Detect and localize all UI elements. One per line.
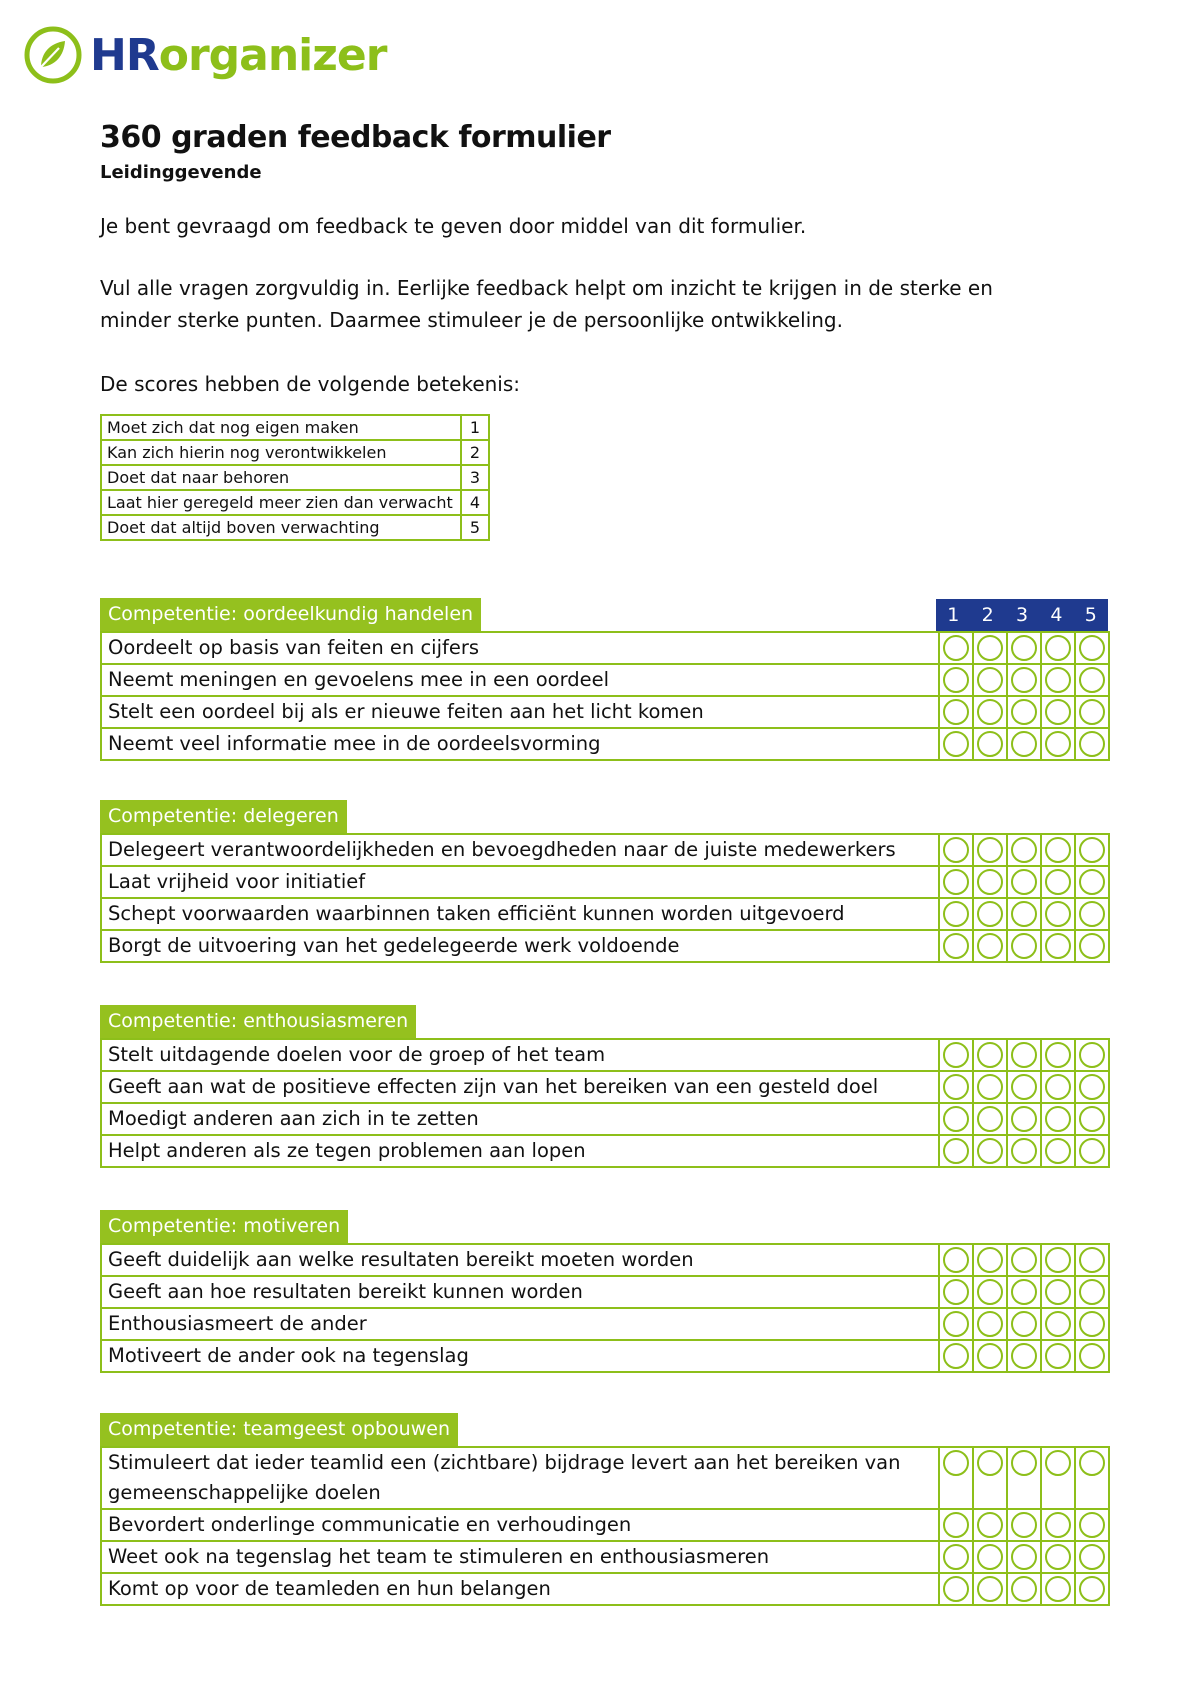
rating-cell <box>939 1541 973 1573</box>
legend-score: 4 <box>461 490 489 515</box>
rating-cell <box>1075 1573 1109 1605</box>
rating-cell <box>1075 834 1109 866</box>
rating-radio[interactable] <box>1011 1512 1037 1538</box>
rating-radio[interactable] <box>943 667 969 693</box>
rating-radio[interactable] <box>943 1544 969 1570</box>
intro-text: Je bent gevraagd om feedback te geven door middel van dit formulier. <box>100 214 807 238</box>
rating-radio[interactable] <box>1045 837 1071 863</box>
legend-row <box>101 515 489 540</box>
rating-radio[interactable] <box>1045 699 1071 725</box>
rating-cell <box>1075 1308 1109 1340</box>
rating-cell <box>1041 1308 1075 1340</box>
question-row <box>101 1135 1109 1167</box>
legend-label: Doet dat naar behoren <box>101 465 461 490</box>
rating-cell <box>1007 664 1041 696</box>
rating-radio[interactable] <box>1079 699 1105 725</box>
rating-cell <box>1007 1244 1041 1276</box>
question-row <box>101 664 1109 696</box>
legend-score: 3 <box>461 465 489 490</box>
rating-cell <box>1007 1308 1041 1340</box>
question-row <box>101 834 1109 866</box>
rating-radio[interactable] <box>1011 699 1037 725</box>
question-table <box>100 1243 1110 1373</box>
question-text: Borgt de uitvoering van het gedelegeerde werk voldoende <box>101 930 939 962</box>
rating-cell <box>1007 930 1041 962</box>
rating-radio[interactable] <box>1011 1544 1037 1570</box>
rating-cell <box>1041 834 1075 866</box>
rating-cell <box>1007 1509 1041 1541</box>
rating-radio[interactable] <box>943 635 969 661</box>
legend-row <box>101 490 489 515</box>
rating-cell <box>973 1573 1007 1605</box>
rating-cell <box>1041 1071 1075 1103</box>
rating-radio[interactable] <box>1011 1074 1037 1100</box>
competency-header <box>100 1413 1110 1446</box>
question-text: Geeft aan hoe resultaten bereikt kunnen worden <box>101 1276 939 1308</box>
rating-radio[interactable] <box>1045 1138 1071 1164</box>
rating-radio[interactable] <box>977 1138 1003 1164</box>
rating-radio[interactable] <box>1011 1343 1037 1369</box>
rating-cell <box>973 1103 1007 1135</box>
question-text: Komt op voor de teamleden en hun belangen <box>101 1573 939 1605</box>
rating-cell <box>973 930 1007 962</box>
rating-cell <box>1041 1447 1075 1509</box>
rating-radio[interactable] <box>1079 1042 1105 1068</box>
rating-radio[interactable] <box>1079 1279 1105 1305</box>
rating-cell <box>973 696 1007 728</box>
rating-radio[interactable] <box>977 1074 1003 1100</box>
rating-radio[interactable] <box>943 933 969 959</box>
rating-radio[interactable] <box>943 1311 969 1337</box>
rating-radio[interactable] <box>1045 1544 1071 1570</box>
rating-cell <box>1041 930 1075 962</box>
rating-cell <box>1075 1276 1109 1308</box>
rating-cell <box>973 1509 1007 1541</box>
rating-cell <box>973 834 1007 866</box>
rating-cell <box>1075 1103 1109 1135</box>
rating-radio[interactable] <box>1011 933 1037 959</box>
rating-cell <box>939 664 973 696</box>
rating-cell <box>939 834 973 866</box>
question-row <box>101 1573 1109 1605</box>
rating-cell <box>1041 1103 1075 1135</box>
rating-cell <box>1007 898 1041 930</box>
legend-row <box>101 465 489 490</box>
rating-radio[interactable] <box>977 933 1003 959</box>
rating-radio[interactable] <box>1011 1279 1037 1305</box>
question-text: Laat vrijheid voor initiatief <box>101 866 939 898</box>
question-row <box>101 728 1109 760</box>
rating-cell <box>939 1509 973 1541</box>
question-text: Stelt een oordeel bij als er nieuwe feiten aan het licht komen <box>101 696 939 728</box>
question-row <box>101 1340 1109 1372</box>
question-row <box>101 1308 1109 1340</box>
rating-cell <box>1007 1573 1041 1605</box>
rating-radio[interactable] <box>977 1247 1003 1273</box>
rating-radio[interactable] <box>1079 1311 1105 1337</box>
rating-radio[interactable] <box>977 1106 1003 1132</box>
rating-radio[interactable] <box>1079 1343 1105 1369</box>
rating-cell <box>939 1308 973 1340</box>
rating-cell <box>973 632 1007 664</box>
rating-radio[interactable] <box>977 731 1003 757</box>
rating-radio[interactable] <box>1011 731 1037 757</box>
legend-label: Laat hier geregeld meer zien dan verwacht <box>101 490 461 515</box>
question-text: Neemt veel informatie mee in de oordeelsvorming <box>101 728 939 760</box>
score-scale-header <box>936 599 1108 631</box>
rating-cell <box>1007 1541 1041 1573</box>
rating-cell <box>1075 1244 1109 1276</box>
brand-organizer: organizer <box>158 29 387 81</box>
rating-radio[interactable] <box>1045 901 1071 927</box>
rating-cell <box>1075 1071 1109 1103</box>
rating-cell <box>939 1276 973 1308</box>
competency-title: Competentie: delegeren <box>100 800 347 833</box>
question-text: Weet ook na tegenslag het team te stimuleren en enthousiasmeren <box>101 1541 939 1573</box>
rating-cell <box>1075 898 1109 930</box>
rating-cell <box>973 1244 1007 1276</box>
rating-radio[interactable] <box>943 1343 969 1369</box>
rating-cell <box>1041 1541 1075 1573</box>
rating-radio[interactable] <box>1011 869 1037 895</box>
rating-radio[interactable] <box>977 837 1003 863</box>
rating-radio[interactable] <box>1011 1138 1037 1164</box>
competency-section <box>100 598 1110 761</box>
rating-cell <box>1007 1039 1041 1071</box>
rating-radio[interactable] <box>943 1138 969 1164</box>
rating-radio[interactable] <box>1011 1311 1037 1337</box>
legend-row <box>101 440 489 465</box>
question-row <box>101 1276 1109 1308</box>
competency-title: Competentie: teamgeest opbouwen <box>100 1413 458 1446</box>
rating-radio[interactable] <box>1079 869 1105 895</box>
rating-radio[interactable] <box>943 1106 969 1132</box>
rating-radio[interactable] <box>1079 1512 1105 1538</box>
logo <box>24 24 386 86</box>
rating-radio[interactable] <box>943 869 969 895</box>
question-row <box>101 632 1109 664</box>
rating-radio[interactable] <box>943 1512 969 1538</box>
competency-section <box>100 1005 1110 1168</box>
rating-radio[interactable] <box>1011 1247 1037 1273</box>
rating-radio[interactable] <box>977 667 1003 693</box>
rating-cell <box>973 1071 1007 1103</box>
rating-radio[interactable] <box>943 837 969 863</box>
rating-cell <box>939 1573 973 1605</box>
rating-cell <box>1041 866 1075 898</box>
rating-cell <box>939 1447 973 1509</box>
rating-cell <box>939 1340 973 1372</box>
rating-cell <box>939 866 973 898</box>
rating-radio[interactable] <box>1045 1512 1071 1538</box>
scores-heading: De scores hebben de volgende betekenis: <box>100 372 521 396</box>
rating-radio[interactable] <box>1045 1247 1071 1273</box>
instruction-text: Vul alle vragen zorgvuldig in. Eerlijke feedback helpt om inzicht te krijgen in de sterke en minder sterke punten. Daarmee stimuleer je de persoonlijke ontwikkeling. <box>100 276 993 332</box>
question-table <box>100 631 1110 761</box>
rating-cell <box>1007 1103 1041 1135</box>
legend-score: 2 <box>461 440 489 465</box>
competency-header <box>100 1005 1110 1038</box>
rating-radio[interactable] <box>1011 1042 1037 1068</box>
rating-cell <box>939 696 973 728</box>
rating-cell <box>973 1039 1007 1071</box>
rating-cell <box>1007 1135 1041 1167</box>
rating-radio[interactable] <box>1079 1106 1105 1132</box>
competency-header <box>100 1210 1110 1243</box>
brand-hr: HR <box>90 29 159 81</box>
rating-radio[interactable] <box>977 1279 1003 1305</box>
rating-cell <box>1007 1447 1041 1509</box>
rating-cell <box>1041 1135 1075 1167</box>
question-row <box>101 1541 1109 1573</box>
question-text: Moedigt anderen aan zich in te zetten <box>101 1103 939 1135</box>
rating-radio[interactable] <box>1045 667 1071 693</box>
page-title: 360 graden feedback formulier <box>100 120 611 155</box>
rating-radio[interactable] <box>943 699 969 725</box>
rating-cell <box>973 1276 1007 1308</box>
question-text: Stimuleert dat ieder teamlid een (zichtbare) bijdrage levert aan het bereiken van gemeenschappelijke doelen <box>101 1447 939 1509</box>
rating-cell <box>973 1447 1007 1509</box>
rating-cell <box>973 866 1007 898</box>
question-row <box>101 898 1109 930</box>
rating-radio[interactable] <box>1045 1279 1071 1305</box>
legend-label: Doet dat altijd boven verwachting <box>101 515 461 540</box>
scale-number: 3 <box>1015 604 1029 626</box>
leaf-logo-icon <box>24 26 82 84</box>
rating-radio[interactable] <box>943 1450 969 1476</box>
rating-radio[interactable] <box>1079 1576 1105 1602</box>
rating-radio[interactable] <box>1011 837 1037 863</box>
rating-radio[interactable] <box>1011 635 1037 661</box>
rating-cell <box>973 1340 1007 1372</box>
rating-cell <box>1041 1244 1075 1276</box>
question-row <box>101 696 1109 728</box>
rating-radio[interactable] <box>1079 837 1105 863</box>
scale-number: 2 <box>981 604 994 626</box>
rating-cell <box>1041 664 1075 696</box>
rating-radio[interactable] <box>977 869 1003 895</box>
question-text: Motiveert de ander ook na tegenslag <box>101 1340 939 1372</box>
question-table <box>100 833 1110 963</box>
rating-cell <box>1075 1039 1109 1071</box>
rating-radio[interactable] <box>1045 1343 1071 1369</box>
rating-radio[interactable] <box>1079 635 1105 661</box>
question-row <box>101 1039 1109 1071</box>
rating-radio[interactable] <box>1011 667 1037 693</box>
rating-cell <box>939 1244 973 1276</box>
competency-header <box>100 800 1110 833</box>
rating-cell <box>1075 1541 1109 1573</box>
rating-radio[interactable] <box>977 1311 1003 1337</box>
rating-radio[interactable] <box>1045 869 1071 895</box>
rating-cell <box>973 728 1007 760</box>
legend-label: Moet zich dat nog eigen maken <box>101 415 461 440</box>
rating-radio[interactable] <box>1045 1106 1071 1132</box>
rating-radio[interactable] <box>1045 1042 1071 1068</box>
question-table <box>100 1038 1110 1168</box>
rating-radio[interactable] <box>943 1279 969 1305</box>
question-text: Stelt uitdagende doelen voor de groep of het team <box>101 1039 939 1071</box>
rating-radio[interactable] <box>1079 1544 1105 1570</box>
rating-radio[interactable] <box>1011 901 1037 927</box>
rating-cell <box>939 930 973 962</box>
rating-radio[interactable] <box>1011 1450 1037 1476</box>
rating-cell <box>939 1039 973 1071</box>
rating-radio[interactable] <box>977 901 1003 927</box>
rating-radio[interactable] <box>1079 933 1105 959</box>
rating-radio[interactable] <box>1045 731 1071 757</box>
question-table <box>100 1446 1110 1606</box>
rating-radio[interactable] <box>943 731 969 757</box>
question-row <box>101 1447 1109 1509</box>
competency-title: Competentie: oordeelkundig handelen <box>100 598 481 631</box>
rating-radio[interactable] <box>1045 1074 1071 1100</box>
rating-cell <box>1075 696 1109 728</box>
rating-radio[interactable] <box>1079 1247 1105 1273</box>
question-text: Bevordert onderlinge communicatie en verhoudingen <box>101 1509 939 1541</box>
rating-radio[interactable] <box>943 1042 969 1068</box>
rating-radio[interactable] <box>977 1576 1003 1602</box>
rating-cell <box>1075 1135 1109 1167</box>
rating-radio[interactable] <box>1079 1074 1105 1100</box>
rating-radio[interactable] <box>977 1512 1003 1538</box>
rating-cell <box>1007 1276 1041 1308</box>
competency-title: Competentie: enthousiasmeren <box>100 1005 416 1038</box>
rating-radio[interactable] <box>977 1343 1003 1369</box>
rating-cell <box>1041 1340 1075 1372</box>
rating-radio[interactable] <box>977 635 1003 661</box>
rating-cell <box>1007 834 1041 866</box>
rating-cell <box>1075 866 1109 898</box>
brand-name <box>90 30 386 81</box>
rating-cell <box>939 1071 973 1103</box>
rating-cell <box>1075 1509 1109 1541</box>
rating-radio[interactable] <box>1079 1450 1105 1476</box>
rating-radio[interactable] <box>1079 731 1105 757</box>
rating-radio[interactable] <box>977 1042 1003 1068</box>
rating-cell <box>1041 1039 1075 1071</box>
rating-cell <box>1041 632 1075 664</box>
rating-cell <box>939 632 973 664</box>
rating-cell <box>1041 1509 1075 1541</box>
question-text: Geeft aan wat de positieve effecten zijn van het bereiken van een gesteld doel <box>101 1071 939 1103</box>
rating-radio[interactable] <box>1045 1576 1071 1602</box>
legend-score: 5 <box>461 515 489 540</box>
rating-radio[interactable] <box>1011 1576 1037 1602</box>
rating-cell <box>1007 696 1041 728</box>
scale-number: 4 <box>1050 604 1063 626</box>
rating-radio[interactable] <box>977 1450 1003 1476</box>
scale-number: 1 <box>947 604 960 626</box>
question-row <box>101 1244 1109 1276</box>
competency-title: Competentie: motiveren <box>100 1210 348 1243</box>
competency-section <box>100 1210 1110 1373</box>
rating-radio[interactable] <box>1011 1106 1037 1132</box>
score-legend <box>100 414 490 541</box>
rating-radio[interactable] <box>1045 635 1071 661</box>
rating-cell <box>939 728 973 760</box>
rating-cell <box>1075 728 1109 760</box>
rating-radio[interactable] <box>943 1074 969 1100</box>
rating-cell <box>973 664 1007 696</box>
rating-cell <box>1007 728 1041 760</box>
rating-radio[interactable] <box>943 1247 969 1273</box>
rating-cell <box>973 1135 1007 1167</box>
question-row <box>101 1103 1109 1135</box>
question-text: Geeft duidelijk aan welke resultaten bereikt moeten worden <box>101 1244 939 1276</box>
rating-cell <box>1041 1276 1075 1308</box>
rating-radio[interactable] <box>1045 1311 1071 1337</box>
legend-score: 1 <box>461 415 489 440</box>
rating-cell <box>1075 1447 1109 1509</box>
rating-radio[interactable] <box>943 901 969 927</box>
page-subtitle: Leidinggevende <box>100 162 262 183</box>
question-text: Helpt anderen als ze tegen problemen aan lopen <box>101 1135 939 1167</box>
rating-cell <box>1075 632 1109 664</box>
question-row <box>101 930 1109 962</box>
rating-cell <box>1075 664 1109 696</box>
rating-cell <box>1007 866 1041 898</box>
competency-section <box>100 1413 1110 1606</box>
rating-radio[interactable] <box>1079 901 1105 927</box>
rating-cell <box>1075 1340 1109 1372</box>
rating-radio[interactable] <box>943 1576 969 1602</box>
question-text: Neemt meningen en gevoelens mee in een oordeel <box>101 664 939 696</box>
competency-header <box>100 598 1110 631</box>
rating-radio[interactable] <box>1045 1450 1071 1476</box>
question-text: Enthousiasmeert de ander <box>101 1308 939 1340</box>
legend-row <box>101 415 489 440</box>
scale-number: 5 <box>1084 604 1097 626</box>
rating-cell <box>1075 930 1109 962</box>
rating-cell <box>1007 632 1041 664</box>
question-row <box>101 866 1109 898</box>
rating-radio[interactable] <box>1079 667 1105 693</box>
rating-cell <box>939 1135 973 1167</box>
rating-cell <box>939 898 973 930</box>
rating-cell <box>939 1103 973 1135</box>
rating-cell <box>1007 1340 1041 1372</box>
rating-cell <box>1041 898 1075 930</box>
rating-radio[interactable] <box>1079 1138 1105 1164</box>
question-text: Delegeert verantwoordelijkheden en bevoegdheden naar de juiste medewerkers <box>101 834 939 866</box>
rating-cell <box>973 1308 1007 1340</box>
rating-cell <box>973 898 1007 930</box>
question-row <box>101 1071 1109 1103</box>
rating-radio[interactable] <box>977 1544 1003 1570</box>
question-text: Schept voorwaarden waarbinnen taken efficiënt kunnen worden uitgevoerd <box>101 898 939 930</box>
question-row <box>101 1509 1109 1541</box>
rating-cell <box>1041 728 1075 760</box>
rating-cell <box>1007 1071 1041 1103</box>
rating-radio[interactable] <box>977 699 1003 725</box>
rating-cell <box>1041 1573 1075 1605</box>
rating-cell <box>973 1541 1007 1573</box>
rating-radio[interactable] <box>1045 933 1071 959</box>
question-text: Oordeelt op basis van feiten en cijfers <box>101 632 939 664</box>
legend-label: Kan zich hierin nog verontwikkelen <box>101 440 461 465</box>
rating-cell <box>1041 696 1075 728</box>
competency-section <box>100 800 1110 963</box>
